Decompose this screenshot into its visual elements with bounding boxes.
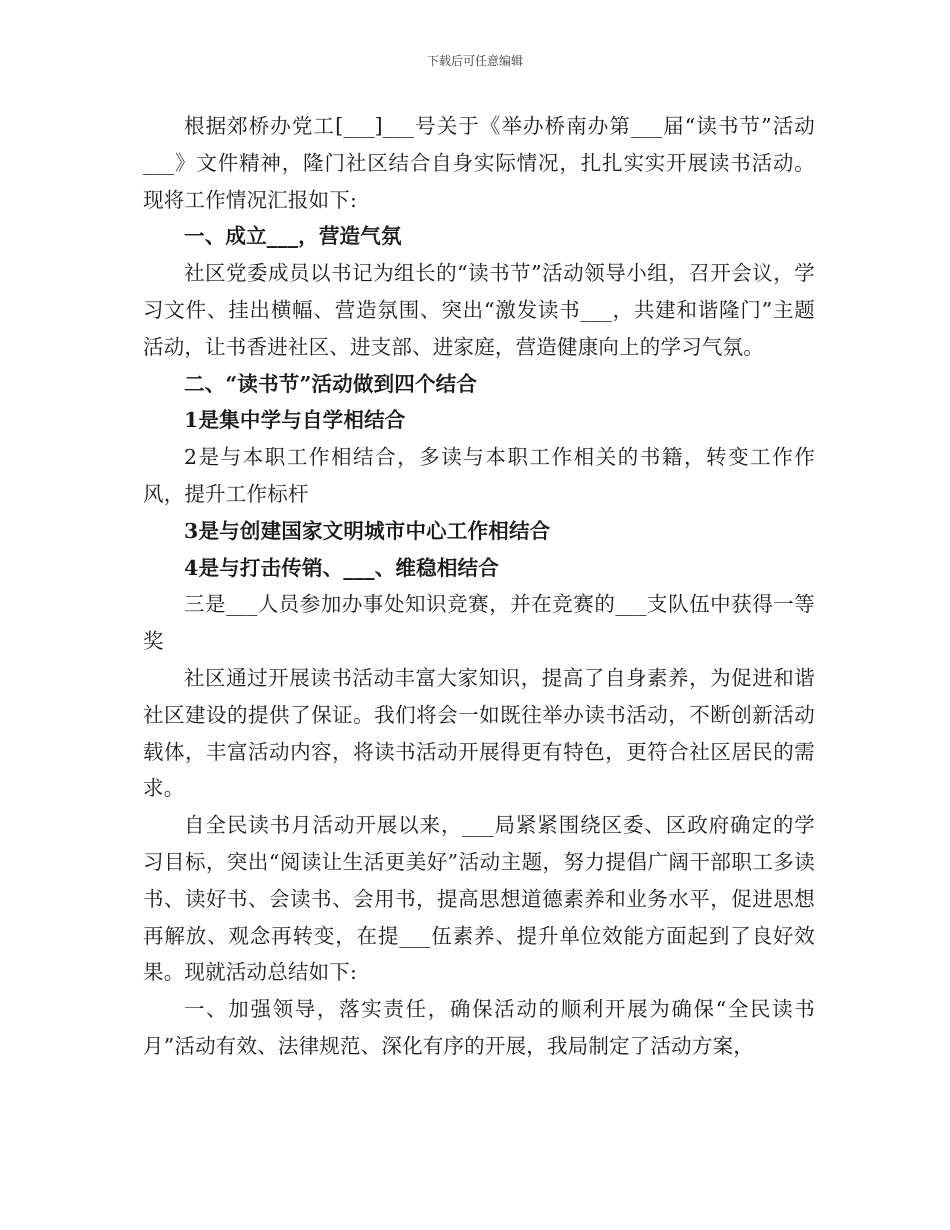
- paragraph: 社区党委成员以书记为组长的“读书节”活动领导小组，召开会议，学习文件、挂出横幅、营造氛围、突出“激发读书___，共建和谐隆门”主题活动，让书香进社区、进支部、进家庭，营造健康向上的学习气氛。: [143, 261, 815, 359]
- page-header: 下载后可任意编辑: [426, 54, 523, 68]
- subsection-heading: 4是与打击传销、___、维稳相结合: [184, 555, 499, 580]
- subsection-heading: 1是集中学与自学相结合: [184, 408, 406, 433]
- document-body: [143, 108, 815, 1065]
- paragraph: 社区通过开展读书活动丰富大家知识，提高了自身素养，为促进和谐社区建设的提供了保证。我们将会一如既往举办读书活动，不断创新活动载体，丰富活动内容，将读书活动开展得更有特色，更符合社区居民的需求。: [143, 665, 815, 801]
- paragraph: 2是与本职工作相结合，多读与本职工作相关的书籍，转变工作作风，提升工作标杆: [143, 445, 815, 506]
- section-heading: 二、“读书节”活动做到四个结合: [184, 371, 478, 396]
- paragraph: 三是___人员参加办事处知识竞赛，并在竞赛的___支队伍中获得一等奖: [143, 592, 815, 654]
- section-heading: 一、成立___，营造气氛: [184, 224, 402, 249]
- paragraph: 一、加强领导，落实责任，确保活动的顺利开展为确保“全民读书月”活动有效、法律规范、深化有序的开展，我局制定了活动方案，: [143, 997, 815, 1058]
- subsection-heading: 3是与创建国家文明城市中心工作相结合: [184, 518, 551, 543]
- paragraph: 根据郊桥办党工[___]___号关于《举办桥南办第___届“读书节”活动___》文件精神，隆门社区结合自身实际情况，扎扎实实开展读书活动。现将工作情况汇报如下:: [143, 114, 815, 212]
- paragraph: 自全民读书月活动开展以来，___局紧紧围绕区委、区政府确定的学习目标，突出“阅读让生活更美好”活动主题，努力提倡广阔干部职工多读书、读好书、会读书、会用书，提高思想道德素养和业务水平，促进思想再解放、观念再转变，在提___伍素养、提升单位效能方面起到了良好效果。现就活动总结如下:: [143, 813, 815, 985]
